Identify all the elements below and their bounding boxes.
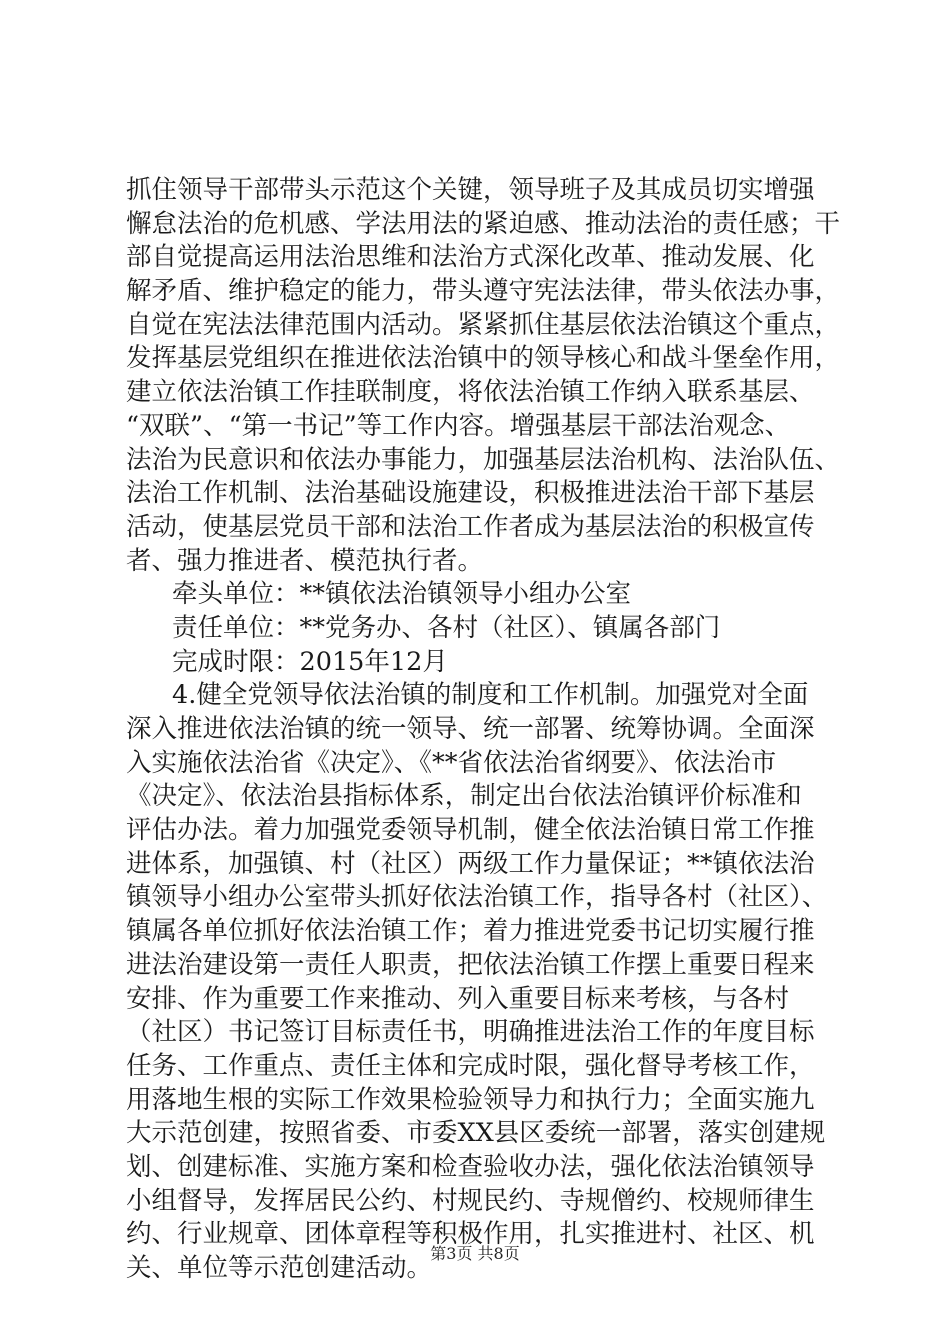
text-line: 懈怠法治的危机感、学法用法的紧迫感、推动法治的责任感；干 [126, 208, 841, 239]
text-line: 建立依法治镇工作挂联制度，将依法治镇工作纳入联系基层、 [126, 377, 815, 408]
text-line: 进法治建设第一责任人职责，把依法治镇工作摆上重要日程来 [126, 949, 815, 980]
text-line: 者、强力推进者、模范执行者。 [126, 545, 484, 576]
section-heading-line: 4.健全党领导依法治镇的制度和工作机制。加强党对全面 [172, 680, 809, 711]
text-line: 法治为民意识和依法办事能力，加强基层法治机构、法治队伍、 [126, 444, 841, 475]
text-line: 入实施依法治省《决定》、《**省依法治省纲要》、依法治市 [126, 747, 777, 778]
text-line: 镇领导小组办公室带头抓好依法治镇工作，指导各村（社区）、 [126, 882, 828, 913]
text-line: 解矛盾、维护稳定的能力，带头遵守宪法法律，带头依法办事， [126, 276, 841, 307]
text-line: 抓住领导干部带头示范这个关键，领导班子及其成员切实增强 [126, 175, 815, 205]
text-line: 深入推进依法治镇的统一领导、统一部署、统筹协调。全面深 [126, 714, 815, 744]
text-line: 任务、工作重点、责任主体和完成时限，强化督导考核工作， [126, 1050, 815, 1081]
text-line: 大示范创建，按照省委、市委XX县区委统一部署，落实创建规 [126, 1118, 826, 1149]
body-text [126, 174, 841, 1286]
text-line: 进体系，加强镇、村（社区）两级工作力量保证；**镇依法治 [126, 848, 815, 879]
page-number-footer: 第3页 共8页 [430, 1244, 520, 1263]
text-line: 部自觉提高运用法治思维和法治方式深化改革、推动发展、化 [126, 242, 815, 273]
text-line: 约、行业规章、团体章程等积极作用，扎实推进村、社区、机 [126, 1219, 815, 1250]
text-line: 自觉在宪法法律范围内活动。紧紧抓住基层依法治镇这个重点， [126, 309, 841, 340]
text-line: 安排、作为重要工作来推动、列入重要目标来考核，与各村 [126, 983, 790, 1014]
responsible-unit-line: 责任单位：**党务办、各村（社区）、镇属各部门 [172, 612, 721, 643]
text-line: “双联”、“第一书记”等工作内容。增强基层干部法治观念、 [126, 410, 791, 441]
text-line: 小组督导，发挥居民公约、村规民约、寺规僧约、校规师律生 [126, 1185, 815, 1216]
text-line: （社区）书记签订目标责任书，明确推进法治工作的年度目标 [126, 1017, 815, 1048]
text-line: 法治工作机制、法治基础设施建设，积极推进法治干部下基层 [126, 478, 815, 509]
text-line: 活动，使基层党员干部和法治工作者成为基层法治的积极宣传 [126, 511, 815, 542]
text-line: 评估办法。着力加强党委领导机制，健全依法治镇日常工作推 [126, 815, 815, 846]
lead-unit-line: 牵头单位：**镇依法治镇领导小组办公室 [172, 579, 632, 610]
text-line: 镇属各单位抓好依法治镇工作；着力推进党委书记切实履行推 [126, 916, 815, 947]
text-line: 发挥基层党组织在推进依法治镇中的领导核心和战斗堡垒作用， [126, 343, 841, 374]
text-line: 划、创建标准、实施方案和检查验收办法，强化依法治镇领导 [126, 1151, 815, 1182]
text-line: 《决定》、依法治县指标体系，制定出台依法治镇评价标准和 [126, 781, 802, 812]
deadline-line: 完成时限：2015年12月 [172, 646, 448, 677]
text-line: 关、单位等示范创建活动。 [126, 1253, 433, 1283]
text-line: 用落地生根的实际工作效果检验领导力和执行力；全面实施九 [126, 1084, 815, 1115]
